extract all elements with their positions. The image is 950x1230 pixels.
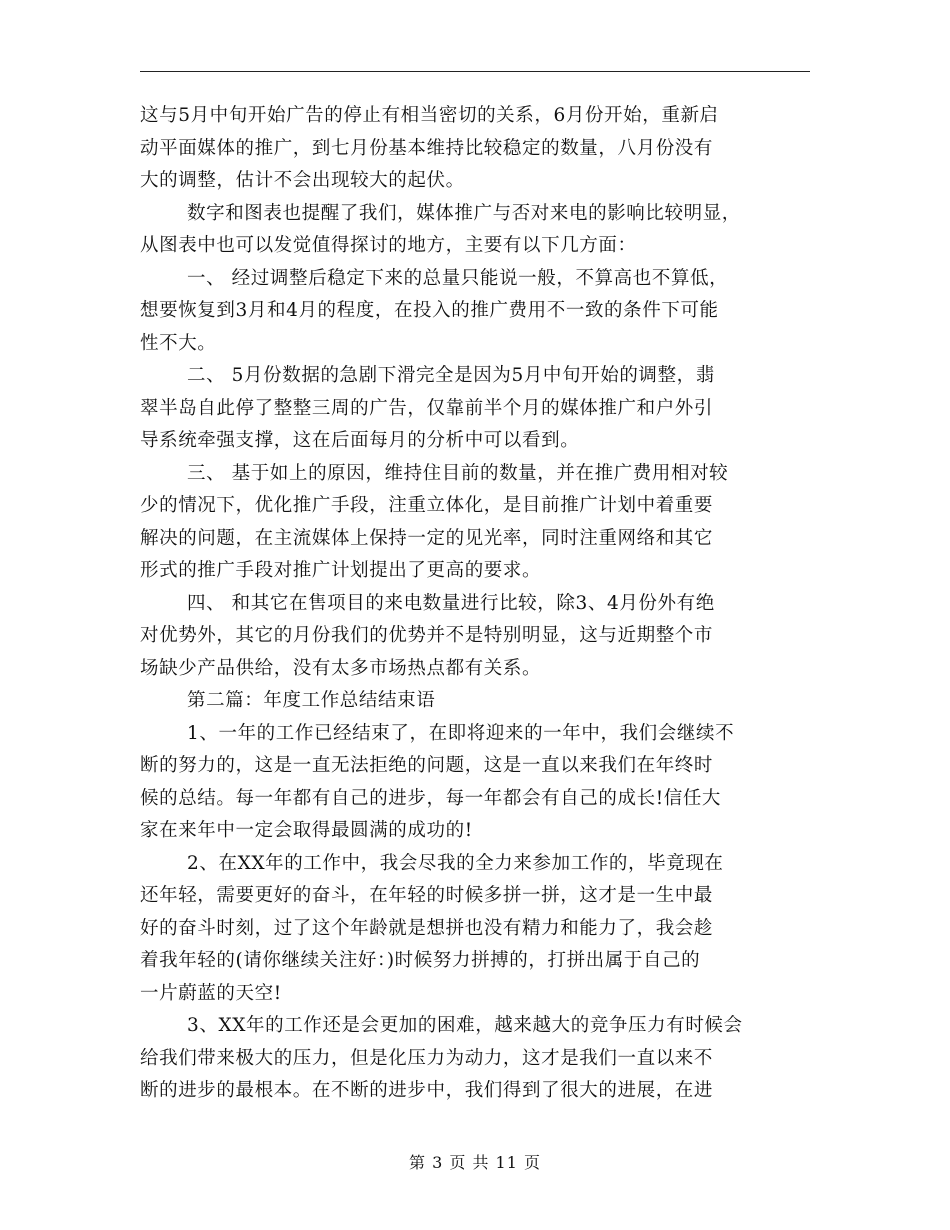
page-footer — [0, 1150, 950, 1173]
text-line: 大的调整，估计不会出现较大的起伏。 — [140, 170, 465, 191]
text-line: 性不大。 — [140, 332, 217, 354]
document-body — [140, 100, 810, 1108]
text-line: 场缺少产品供给，没有太多市场热点都有关系。 — [140, 657, 542, 679]
text-line: 形式的推广手段对推广计划提出了更高的要求。 — [140, 560, 542, 581]
text-line: 这与5月中旬开始广告的停止有相当密切的关系，6月份开始，重新启 — [140, 105, 719, 126]
text-line: 数字和图表也提醒了我们，媒体推广与否对来电的影响比较明显， — [187, 202, 741, 224]
text-line: 2、在XX年的工作中，我会尽我的全力来参加工作的，毕竟现在 — [187, 852, 724, 874]
text-line: 导系统牵强支撑，这在后面每月的分析中可以看到。 — [140, 430, 580, 451]
text-line: 翠半岛自此停了整整三周的广告，仅靠前半个月的媒体推广和户外引 — [140, 397, 714, 419]
header-rule — [140, 71, 810, 72]
text-line: 一片蔚蓝的天空! — [140, 982, 282, 1004]
text-line: 少的情况下，优化推广手段，注重立体化，是目前推广计划中着重要 — [140, 495, 714, 516]
text-line: 3、XX年的工作还是会更加的困难，越来越大的竞争压力有时候会 — [187, 1015, 743, 1036]
text-line: 断的进步的最根本。在不断的进步中，我们得到了很大的进展，在进 — [140, 1080, 714, 1101]
text-line: 着我年轻的(请你继续关注好：)时候努力拼搏的，打拼出属于自己的 — [140, 950, 701, 971]
text-line: 二、 5月份数据的急剧下滑完全是因为5月中旬开始的调整，翡 — [187, 365, 715, 386]
text-line: 1、一年的工作已经结束了，在即将迎来的一年中，我们会继续不 — [187, 722, 735, 744]
text-line: 三、 基于如上的原因，维持住目前的数量，并在推广费用相对较 — [187, 462, 729, 484]
text-line: 一、 经过调整后稳定下来的总量只能说一般，不算高也不算低， — [187, 267, 729, 289]
text-line: 想要恢复到3月和4月的程度，在投入的推广费用不一致的条件下可能 — [140, 300, 719, 321]
page-number-label: 第 3 页 共 11 页 — [409, 1153, 541, 1172]
text-line: 动平面媒体的推广，到七月份基本维持比较稳定的数量，八月份没有 — [140, 137, 714, 159]
text-line: 家在来年中一定会取得最圆满的成功的! — [140, 820, 473, 841]
text-line: 好的奋斗时刻，过了这个年龄就是想拼也没有精力和能力了，我会趁 — [140, 917, 714, 939]
text-line: 给我们带来极大的压力，但是化压力为动力，这才是我们一直以来不 — [140, 1047, 714, 1069]
text-line: 四、 和其它在售项目的来电数量进行比较，除3、4月份外有绝 — [187, 592, 715, 614]
text-line: 从图表中也可以发觉值得探讨的地方，主要有以下几方面： — [140, 235, 637, 256]
text-line: 断的努力的，这是一直无法拒绝的问题，这是一直以来我们在年终时 — [140, 755, 714, 776]
text-line: 对优势外，其它的月份我们的优势并不是特别明显，这与近期整个市 — [140, 625, 714, 646]
text-line: 解决的问题，在主流媒体上保持一定的见光率，同时注重网络和其它 — [140, 527, 714, 549]
text-line: 第二篇：年度工作总结结束语 — [187, 690, 436, 711]
text-line: 还年轻，需要更好的奋斗，在年轻的时候多拼一拼，这才是一生中最 — [140, 885, 714, 906]
text-line: 候的总结。每一年都有自己的进步，每一年都会有自己的成长!信任大 — [140, 787, 722, 809]
